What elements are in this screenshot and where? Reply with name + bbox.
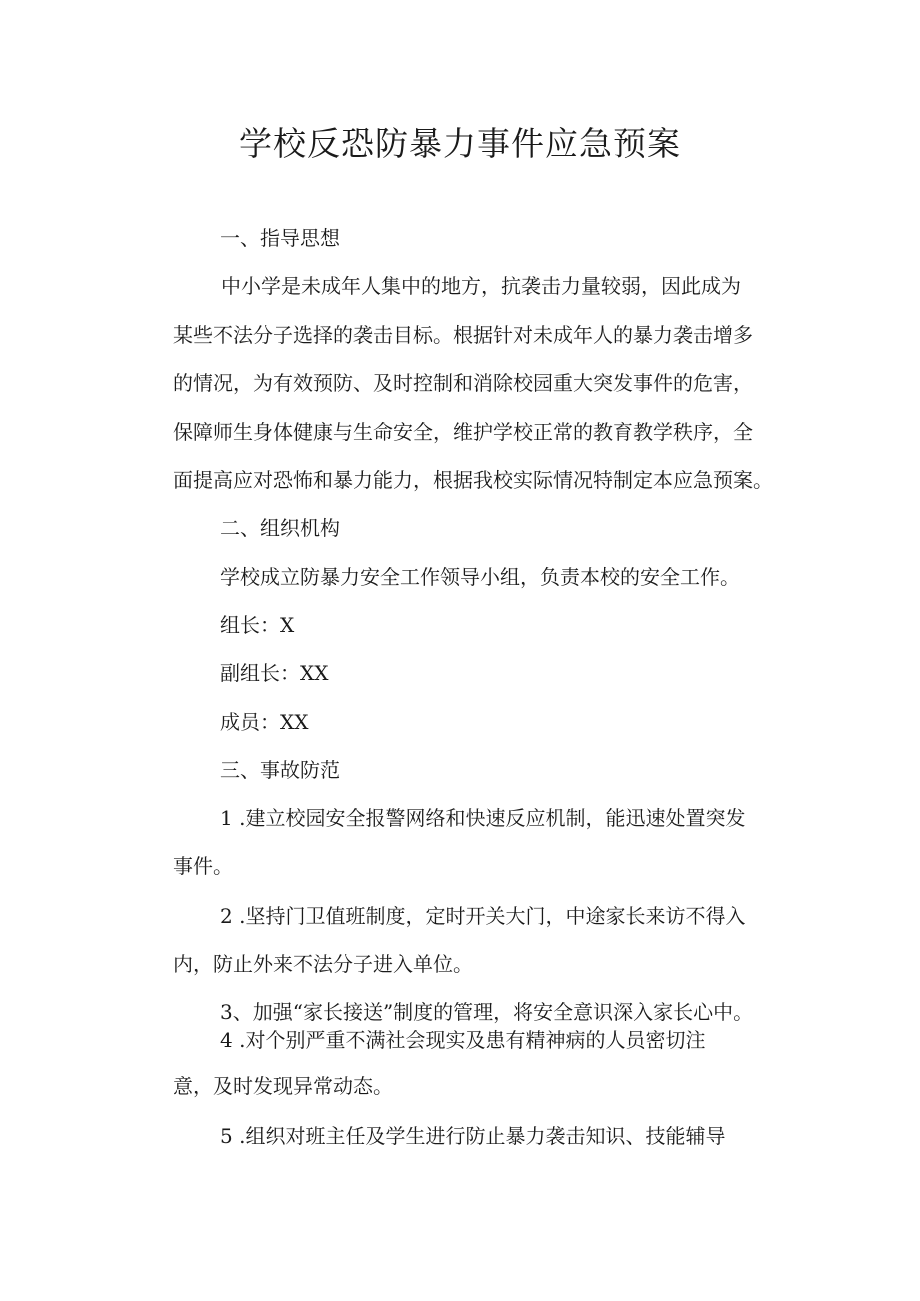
paragraph-line: 的情况，为有效预防、及时控制和消除校园重大突发事件的危害， [173,371,753,395]
list-item-4: 4 .对个别严重不满社会现实及患有精神病的人员密切注 [220,1028,706,1052]
paragraph-line: 面提高应对恐怖和暴力能力，根据我校实际情况特制定本应急预案。 [173,468,773,492]
members-line: 成员：XX [220,710,309,734]
list-item-1-continuation: 事件。 [173,854,233,878]
list-item-4-continuation: 意，及时发现异常动态。 [173,1074,393,1098]
section-heading-prevention: 三、事故防范 [220,758,340,782]
team-leader-line: 组长：X [220,613,295,637]
paragraph-line: 保障师生身体健康与生命安全，维护学校正常的教育教学秩序，全 [173,420,753,444]
list-item-2-continuation: 内，防止外来不法分子进入单位。 [173,952,473,976]
section-heading-organization: 二、组织机构 [220,516,340,540]
list-item-1: 1 .建立校园安全报警网络和快速反应机制，能迅速处置突发 [220,806,746,830]
list-item-5: 5 .组织对班主任及学生进行防止暴力袭击知识、技能辅导 [220,1124,726,1148]
paragraph-line: 学校成立防暴力安全工作领导小组，负责本校的安全工作。 [220,565,740,589]
deputy-leader-line: 副组长：XX [220,661,329,685]
list-item-2: 2 .坚持门卫值班制度，定时开关大门，中途家长来访不得入 [220,904,746,928]
list-item-3: 3、加强“家长接送”制度的管理，将安全意识深入家长心中。 [220,1000,754,1024]
section-heading-guiding-ideology: 一、指导思想 [220,226,340,250]
paragraph-line: 中小学是未成年人集中的地方，抗袭击力量较弱，因此成为 [221,274,741,298]
document-title: 学校反恐防暴力事件应急预案 [239,124,681,163]
paragraph-line: 某些不法分子选择的袭击目标。根据针对未成年人的暴力袭击增多 [173,323,753,347]
